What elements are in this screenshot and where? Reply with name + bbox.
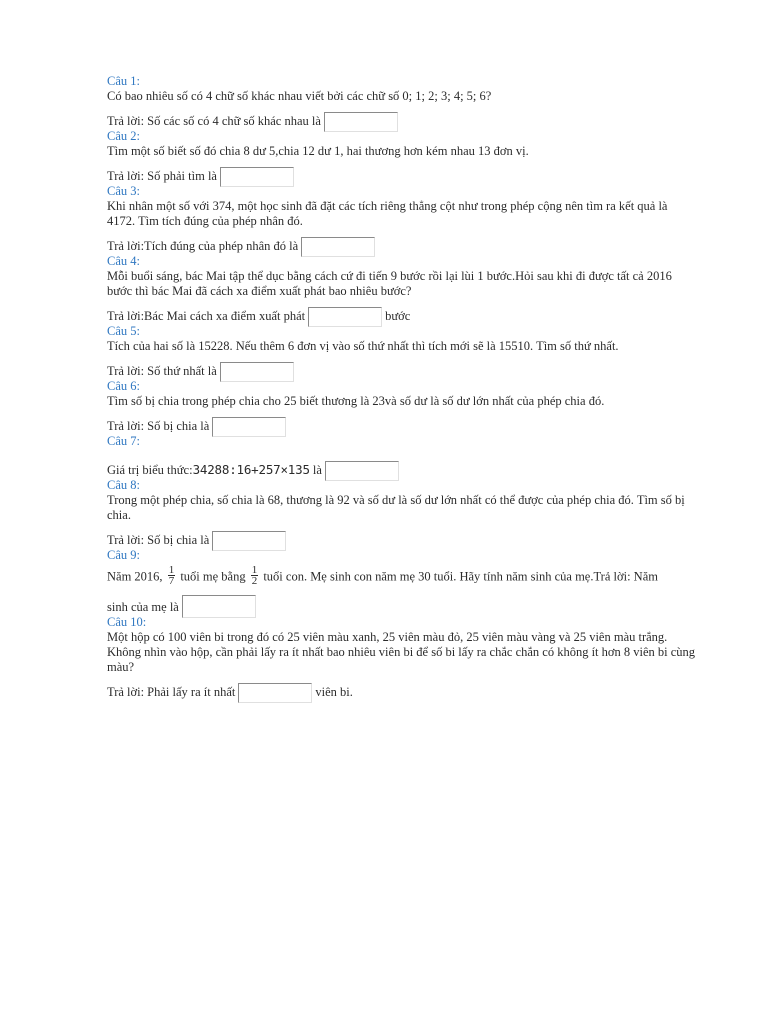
answer-line <box>107 414 697 434</box>
question-text: Có bao nhiêu số có 4 chữ số khác nhau viết bởi các chữ số 0; 1; 2; 3; 4; 5; 6? <box>107 89 492 103</box>
question-text: Tìm số bị chia trong phép chia cho 25 biết thương là 23và số dư là số dư lớn nhất của phép chia đó. <box>107 394 605 408</box>
question-8 <box>107 478 697 548</box>
answer-prefix: Giá trị biểu thức: <box>107 463 193 477</box>
fraction-denominator: 7 <box>168 575 175 587</box>
answer-prefix: Trả lời: Số bị chia là <box>107 419 210 433</box>
answer-prefix: Trả lời:Bác Mai cách xa điểm xuất phát <box>107 309 306 323</box>
question-text: Tích của hai số là 15228. Nếu thêm 6 đơn vị vào số thứ nhất thì tích mới sẽ là 15510. Tìm số thứ nhất. <box>107 339 619 353</box>
question-5 <box>107 324 697 379</box>
answer-input[interactable] <box>220 362 294 382</box>
answer-line <box>107 458 697 478</box>
question-10 <box>107 615 697 700</box>
answer-suffix: bước <box>385 309 411 323</box>
fraction-one-seventh <box>168 565 176 586</box>
answer-input[interactable] <box>301 237 375 257</box>
answer-prefix: Trả lời: Số bị chia là <box>107 533 210 547</box>
fraction-one-half <box>251 565 259 586</box>
answer-input[interactable] <box>325 461 399 481</box>
question-7 <box>107 434 697 478</box>
question-label: Câu 10: <box>107 615 147 629</box>
question-4 <box>107 254 697 324</box>
question-label: Câu 5: <box>107 324 140 338</box>
answer-line <box>107 592 697 615</box>
answer-line <box>107 109 697 129</box>
answer-suffix: là <box>312 463 322 477</box>
question-text-part: tuổi con. Mẹ sinh con năm mẹ 30 tuổi. Hãy tính năm sinh của mẹ.Trả lời: Năm <box>263 569 658 584</box>
answer-input[interactable] <box>182 595 256 618</box>
fraction-denominator: 2 <box>251 575 258 587</box>
answer-prefix: Trả lời: Số các số có 4 chữ số khác nhau là <box>107 114 321 128</box>
question-9 <box>107 548 697 615</box>
answer-input[interactable] <box>238 683 312 703</box>
question-text: Tìm một số biết số đó chia 8 dư 5,chia 12 dư 1, hai thương hơn kém nhau 13 đơn vị. <box>107 144 529 158</box>
question-label: Câu 3: <box>107 184 140 198</box>
answer-prefix: Trả lời:Tích đúng của phép nhân đó là <box>107 239 299 253</box>
answer-line <box>107 164 697 184</box>
question-label: Câu 6: <box>107 379 140 393</box>
answer-input[interactable] <box>324 112 398 132</box>
question-text: Khi nhân một số với 374, một học sinh đã đặt các tích riêng thẳng cột như trong phép cộng nên tìm ra kết quả là 4172. Tìm tích đúng của phép nhân đó. <box>107 199 668 228</box>
answer-input[interactable] <box>220 167 294 187</box>
fraction-numerator: 1 <box>251 564 258 576</box>
question-text <box>107 564 697 588</box>
answer-input[interactable] <box>212 417 286 437</box>
answer-line <box>107 680 697 700</box>
question-label: Câu 9: <box>107 548 140 562</box>
question-3 <box>107 184 697 254</box>
answer-line <box>107 528 697 548</box>
answer-line <box>107 359 697 379</box>
answer-line <box>107 304 697 324</box>
question-1 <box>107 74 697 129</box>
answer-prefix: Trả lời: Số phải tìm là <box>107 169 217 183</box>
answer-prefix: Trả lời: Phải lấy ra ít nhất <box>107 685 236 699</box>
question-label: Câu 1: <box>107 74 140 88</box>
answer-suffix: viên bi. <box>315 685 353 699</box>
question-label: Câu 7: <box>107 434 140 448</box>
question-text-part: Năm 2016, <box>107 569 163 584</box>
question-6 <box>107 379 697 434</box>
question-label: Câu 4: <box>107 254 140 268</box>
fraction-numerator: 1 <box>168 564 175 576</box>
question-label: Câu 2: <box>107 129 140 143</box>
quiz-page <box>107 74 697 700</box>
question-text: Một hộp có 100 viên bi trong đó có 25 viên màu xanh, 25 viên màu đỏ, 25 viên màu vàng và 25 viên màu trắng. Không nhìn vào hộp, cần phải lấy ra ít nhất bao nhiêu viên bi để số bi lấy ra chắc chắn có không ít hơn 8 viên bi cùng màu? <box>107 630 696 674</box>
question-text-part: tuổi mẹ bằng <box>180 569 246 584</box>
answer-prefix: Trả lời: Số thứ nhất là <box>107 364 217 378</box>
question-text: Mỗi buổi sáng, bác Mai tập thể dục bằng cách cứ đi tiến 9 bước rồi lại lùi 1 bước.Hỏi sau khi đi được tất cả 2016 bước thì bác Mai đã cách xa điểm xuất phát bao nhiêu bước? <box>107 269 672 298</box>
question-label: Câu 8: <box>107 478 140 492</box>
answer-input[interactable] <box>308 307 382 327</box>
answer-prefix: sinh của mẹ là <box>107 600 179 614</box>
question-text: Trong một phép chia, số chia là 68, thương là 92 và số dư là số dư lớn nhất có thể được của phép chia đó. Tìm số bị chia. <box>107 493 685 522</box>
answer-input[interactable] <box>212 531 286 551</box>
question-2 <box>107 129 697 184</box>
math-expression: 34288:16+257×135 <box>192 462 310 477</box>
answer-line <box>107 234 697 254</box>
